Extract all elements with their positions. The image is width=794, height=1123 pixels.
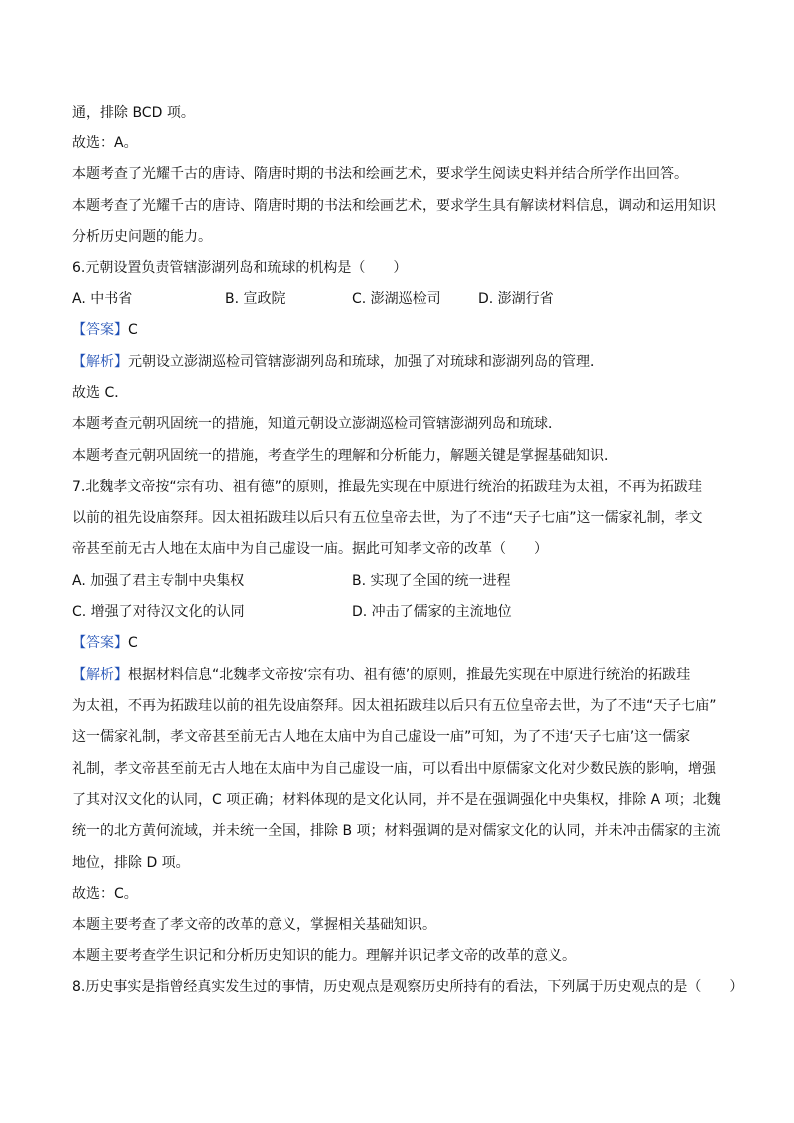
q6-choose: 故选 C．: [72, 385, 129, 401]
q6-option-c: C. 澎湖巡检司: [352, 291, 441, 307]
analysis-tag: 【解析】: [72, 667, 128, 683]
q7-note: 本题主要考查了孝文帝的改革的意义，掌握相关基础知识。: [72, 917, 436, 933]
text-line: 通，排除 BCD 项。: [72, 105, 195, 121]
q6-analysis: [72, 352, 604, 372]
q7-option-a: A. 加强了君主专制中央集权: [72, 573, 245, 589]
q7-choose: 故选：C。: [72, 886, 138, 902]
q7-analysis-line: 为太祖，不再为拓跋珪以前的祖先设庙祭拜。因太祖拓跋珪以后只有五位皇帝去世，为了不违“天子七庙”: [72, 698, 717, 714]
q7-analysis-line: 地位，排除 D 项。: [72, 855, 190, 871]
q6-answer: [72, 320, 138, 340]
answer-value: C: [128, 322, 138, 338]
q6-note: 本题考查元朝巩固统一的措施，考查学生的理解和分析能力，解题关键是掌握基础知识．: [72, 448, 618, 464]
question-8-stem: 8.历史事实是指曾经真实发生过的事情，历史观点是观察历史所持有的看法，下列属于历史观点的是（ ）: [72, 979, 744, 995]
q6-option-d: D. 澎湖行省: [478, 291, 554, 307]
question-6-stem: 6.元朝设置负责管辖澎湖列岛和琉球的机构是（ ）: [72, 260, 408, 276]
answer-tag: 【答案】: [72, 635, 128, 651]
q7-option-d: D. 冲击了儒家的主流地位: [352, 604, 512, 620]
text-line: 分析历史问题的能力。: [72, 229, 212, 245]
q7-analysis-line: 礼制，孝文帝甚至前无古人地在太庙中为自己虚设一庙，可以看出中原儒家文化对少数民族的影响，增强: [72, 761, 716, 777]
q7-analysis-line: 这一儒家礼制，孝文帝甚至前无古人地在太庙中为自己虚设一庙”可知，为了不违‘天子七庙’这一儒家: [72, 729, 691, 745]
q7-analysis: [72, 665, 690, 685]
q7-option-b: B. 实现了全国的统一进程: [352, 573, 511, 589]
q7-answer: [72, 633, 138, 653]
answer-tag: 【答案】: [72, 322, 128, 338]
answer-value: C: [128, 635, 138, 651]
text-line: 本题考查了光耀千古的唐诗、隋唐时期的书法和绘画艺术，要求学生具有解读材料信息，调动和运用知识: [72, 198, 716, 214]
question-7-stem: 7.北魏孝文帝按“宗有功、祖有德”的原则，推最先实现在中原进行统治的拓跋珪为太祖，不再为拓跋珪: [72, 479, 702, 495]
q7-note: 本题主要考查学生识记和分析历史知识的能力。理解并识记孝文帝的改革的意义。: [72, 948, 576, 964]
question-7-stem: 帝甚至前无古人地在太庙中为自己虚设一庙。据此可知孝文帝的改革（ ）: [72, 541, 548, 557]
q7-option-c: C. 增强了对待汉文化的认同: [72, 604, 245, 620]
analysis-tag: 【解析】: [72, 354, 128, 370]
question-7-stem: 以前的祖先设庙祭拜。因太祖拓跋珪以后只有五位皇帝去世，为了不违“天子七庙”这一儒家礼制，孝文: [72, 510, 703, 526]
q7-analysis-line: 统一的北方黄何流域，并未统一全国，排除 B 项；材料强调的是对儒家文化的认同，并未冲击儒家的主流: [72, 823, 721, 839]
text-line: 本题考查了光耀千古的唐诗、隋唐时期的书法和绘画艺术，要求学生阅读史料并结合所学作出回答。: [72, 166, 688, 182]
q6-note: 本题考查元朝巩固统一的措施，知道元朝设立澎湖巡检司管辖澎湖列岛和琉球．: [72, 416, 562, 432]
text-line: 故选：A。: [72, 135, 138, 151]
analysis-text: 元朝设立澎湖巡检司管辖澎湖列岛和琉球，加强了对琉球和澎湖列岛的管理．: [128, 354, 604, 370]
q6-option-b: B. 宣政院: [225, 291, 286, 307]
analysis-text: 根据材料信息“北魏孝文帝按‘宗有功、祖有德’的原则，推最先实现在中原进行统治的拓跋珪: [128, 667, 691, 683]
q7-analysis-line: 了其对汉文化的认同，C 项正确；材料体现的是文化认同，并不是在强调强化中央集权，排除 A 项；北魏: [72, 792, 721, 808]
q6-option-a: A. 中书省: [72, 291, 133, 307]
